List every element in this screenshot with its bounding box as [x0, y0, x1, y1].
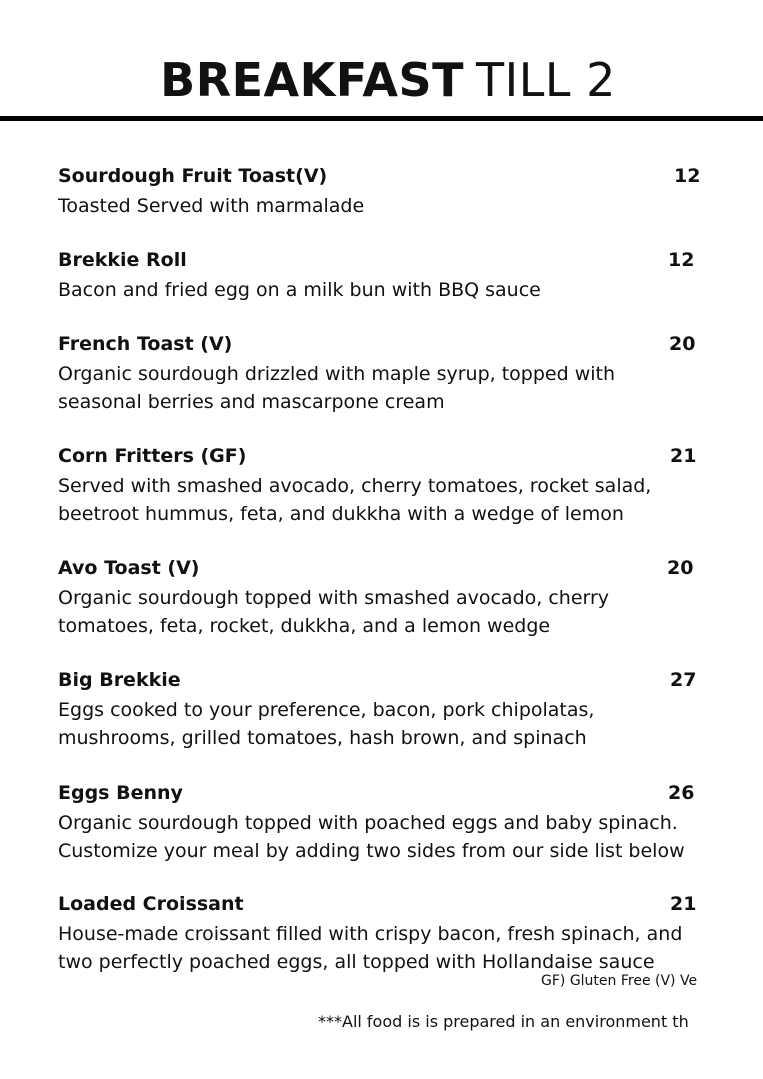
- menu-item-sourdough-fruit-toast: [58, 164, 708, 220]
- item-price: 20: [667, 557, 694, 579]
- item-price: 26: [668, 782, 695, 804]
- menu-item-avo-toast: [58, 556, 708, 640]
- menu-item-brekkie-roll: [58, 248, 708, 304]
- item-description: [58, 472, 708, 528]
- item-price: 20: [669, 333, 696, 355]
- item-name: Brekkie Roll: [58, 249, 187, 271]
- item-description: [58, 696, 708, 752]
- item-description-line: tomatoes, feta, rocket, dukkha, and a lemon wedge: [58, 615, 551, 637]
- item-description-line: Eggs cooked to your preference, bacon, pork chipolatas,: [58, 699, 595, 721]
- item-name: Avo Toast (V): [58, 557, 200, 579]
- item-description-line: Organic sourdough drizzled with maple syrup, topped with: [58, 363, 616, 385]
- menu-item-loaded-croissant: [58, 892, 708, 976]
- item-description-line: Customize your meal by adding two sides from our side list below: [58, 840, 685, 862]
- item-description-line: Toasted Served with marmalade: [58, 195, 365, 217]
- menu-item-corn-fritters: [58, 444, 708, 528]
- item-description: [58, 920, 708, 976]
- item-name: Corn Fritters (GF): [58, 445, 247, 467]
- item-description-line: Organic sourdough topped with smashed avocado, cherry: [58, 587, 610, 609]
- dietary-legend: GF) Gluten Free (V) Ve: [541, 973, 698, 989]
- item-description-line: beetroot hummus, feta, and dukkha with a wedge of lemon: [58, 503, 624, 525]
- item-description-line: mushrooms, grilled tomatoes, hash brown, and spinach: [58, 727, 587, 749]
- item-description: [58, 809, 708, 865]
- menu-item-french-toast: [58, 332, 708, 416]
- item-name: Loaded Croissant: [58, 893, 244, 915]
- title-hours: TILL 2: [476, 53, 616, 107]
- item-description: [58, 584, 708, 640]
- item-name: Eggs Benny: [58, 782, 183, 804]
- allergen-note: ***All food is is prepared in an environment th: [318, 1012, 689, 1031]
- item-description-line: Bacon and fried egg on a milk bun with BBQ sauce: [58, 279, 541, 301]
- page-title: [0, 52, 763, 108]
- menu-item-big-brekkie: [58, 668, 708, 752]
- title-breakfast: BREAKFAST: [160, 53, 465, 107]
- item-description-line: seasonal berries and mascarpone cream: [58, 391, 445, 413]
- item-name: Sourdough Fruit Toast(V): [58, 165, 328, 187]
- item-name: Big Brekkie: [58, 669, 181, 691]
- item-price: 12: [668, 249, 695, 271]
- item-description-line: two perfectly poached eggs, all topped with Hollandaise sauce: [58, 951, 655, 973]
- item-price: 12: [674, 165, 701, 187]
- menu-item-eggs-benny: [58, 781, 708, 865]
- item-price: 21: [670, 445, 697, 467]
- item-name: French Toast (V): [58, 333, 233, 355]
- item-description: [58, 276, 708, 304]
- item-price: 21: [670, 893, 697, 915]
- header-divider: [0, 116, 763, 121]
- item-description: [58, 192, 708, 220]
- item-description: [58, 360, 708, 416]
- item-description-line: House-made croissant filled with crispy bacon, fresh spinach, and: [58, 923, 683, 945]
- item-price: 27: [670, 669, 697, 691]
- item-description-line: Organic sourdough topped with poached eggs and baby spinach.: [58, 812, 678, 834]
- item-description-line: Served with smashed avocado, cherry tomatoes, rocket salad,: [58, 475, 652, 497]
